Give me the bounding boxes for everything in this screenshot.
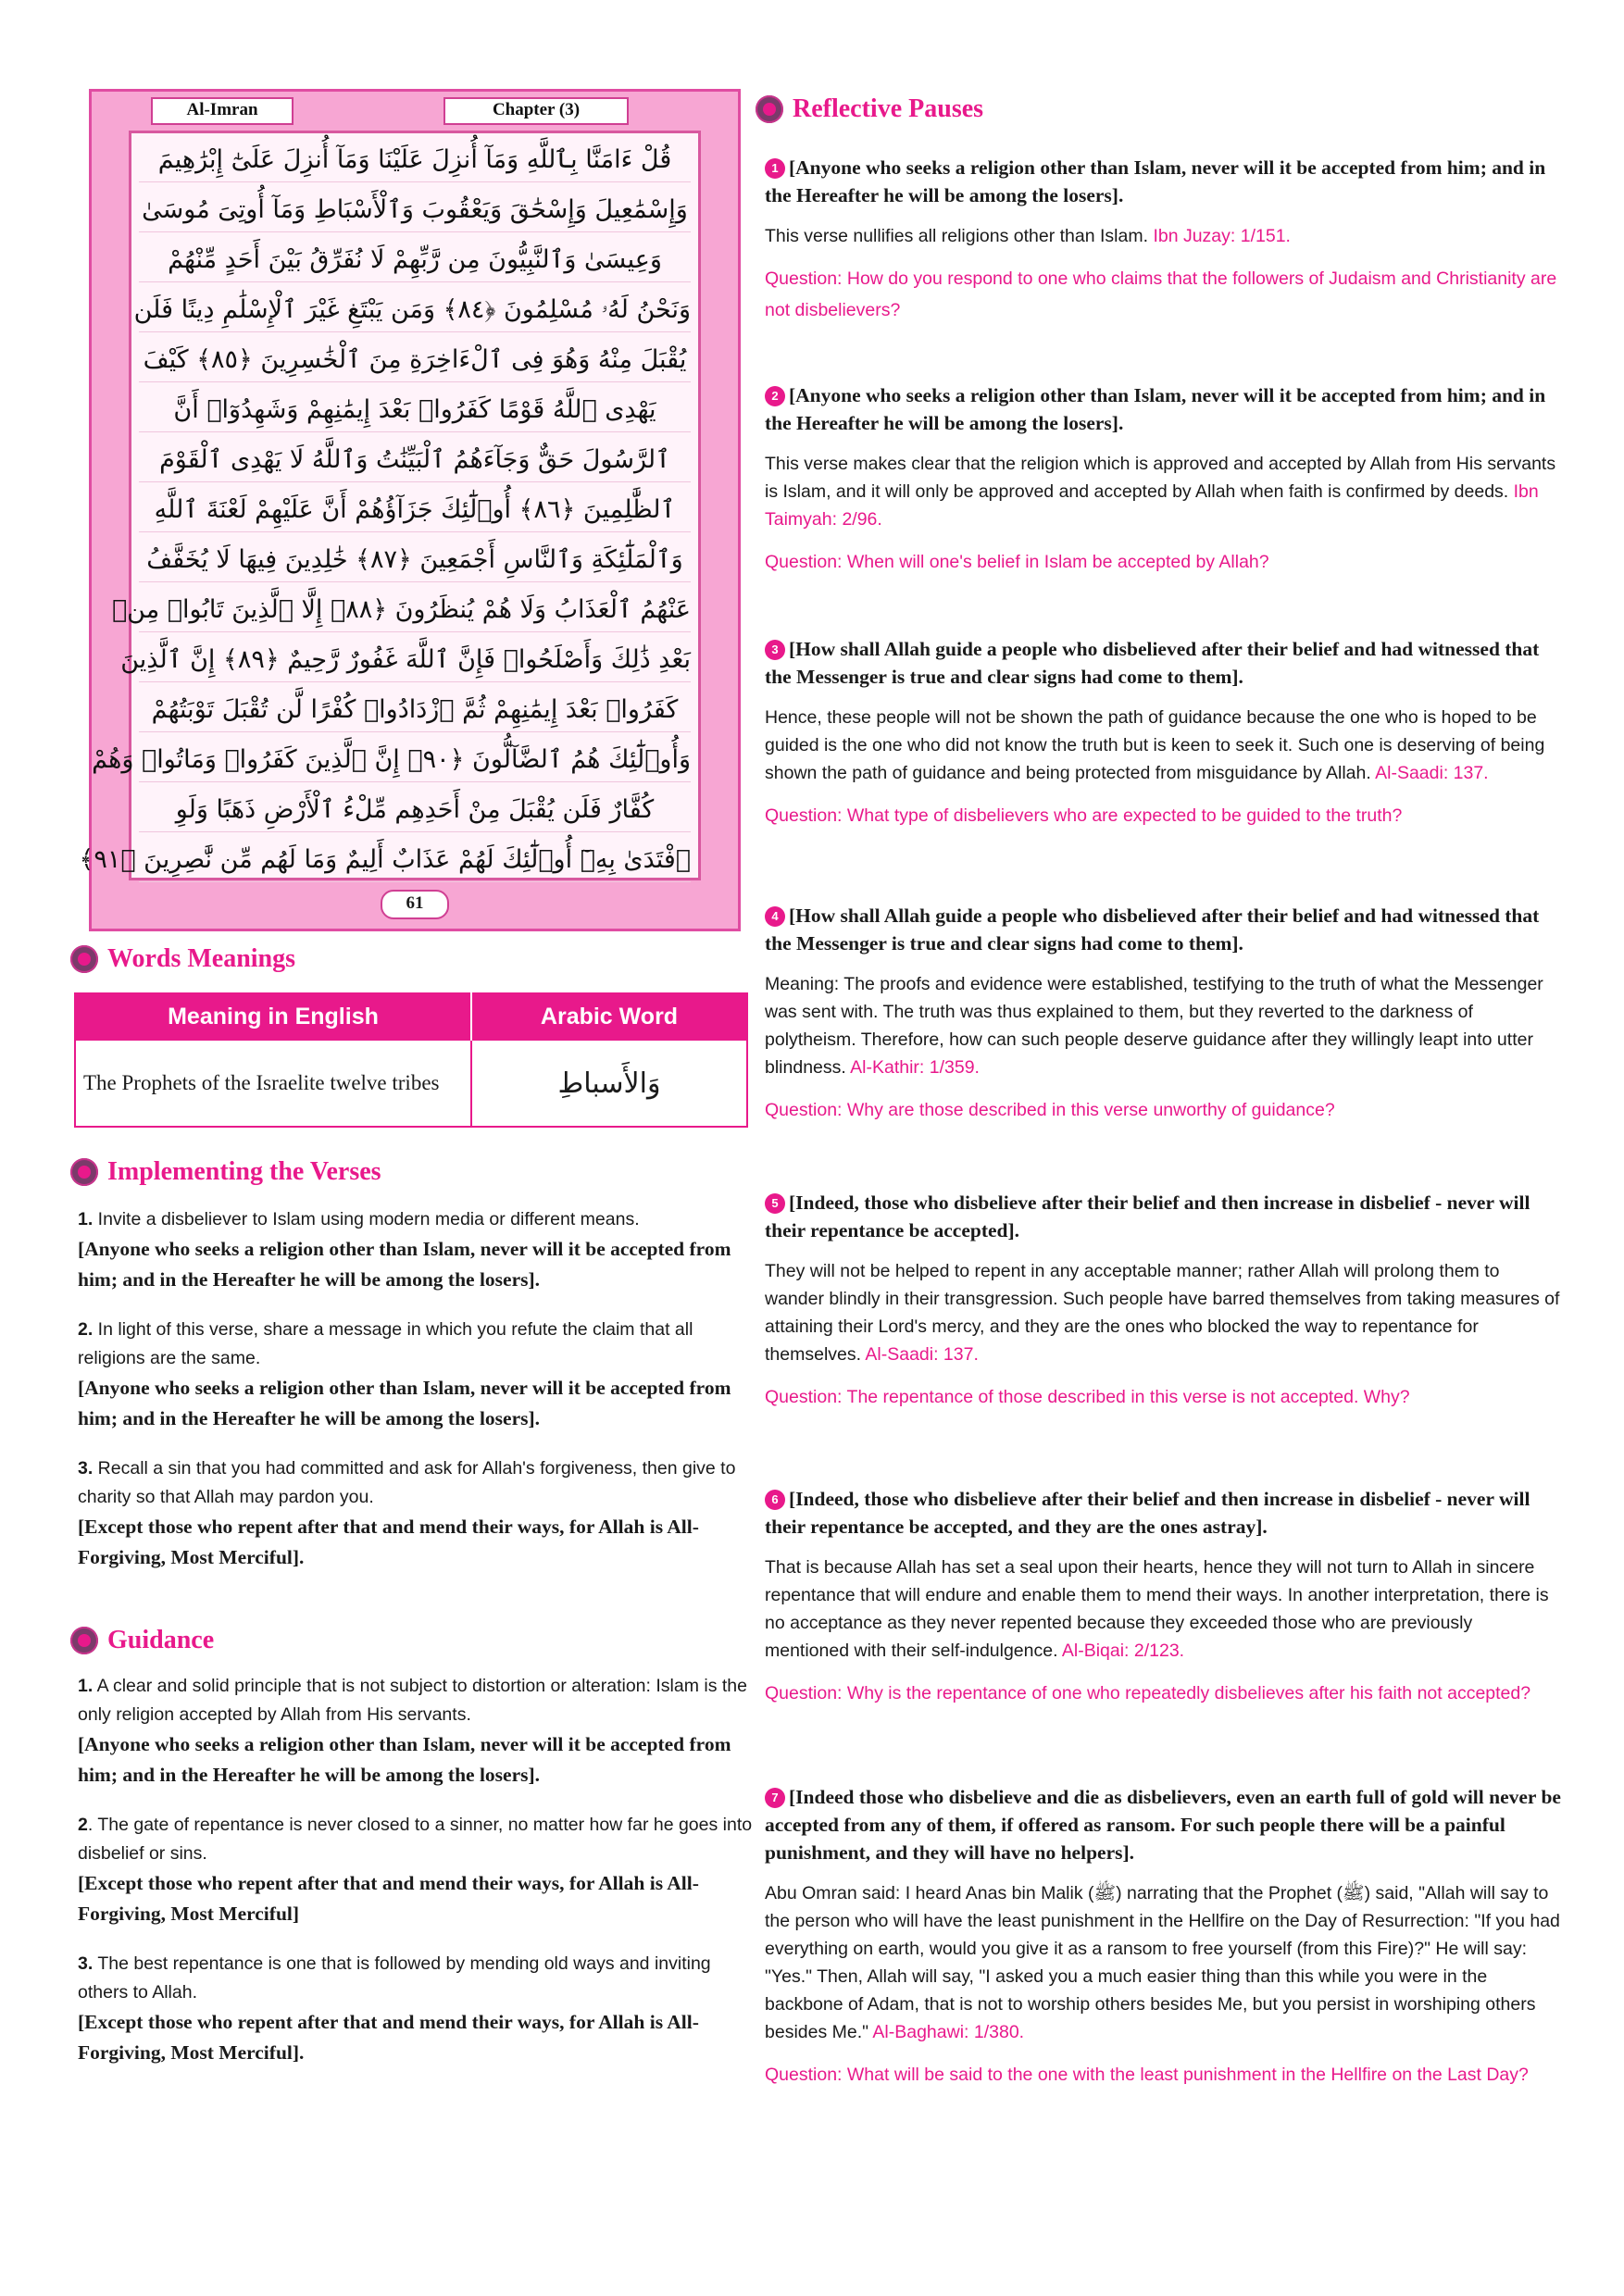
flower-icon [70, 945, 98, 973]
list-item [78, 1950, 754, 2068]
reflection-item [765, 381, 1561, 578]
question: Question: Why is the repentance of one who repeatedly disbelieves after his faith not accepted? [765, 1683, 1531, 1703]
section-title: Guidance [107, 1626, 215, 1654]
quran-page-header [92, 92, 738, 127]
question: Question: What will be said to the one with the least punishment in the Hellfire on the Last Day? [765, 2065, 1529, 2085]
quran-line: كَفَرُوا۟ بَعْدَ إِيمَٰنِهِمْ ثُمَّ ٱزْدَادُوا۟ كُفْرًا لَّن تُقْبَلَ تَوْبَتُهُمْ [139, 689, 691, 732]
sura-label: Al-Imran [151, 97, 294, 125]
item-text: . The gate of repentance is never closed to a sinner, no matter how far he goes into disbelief or sins. [78, 1815, 753, 1864]
source-citation: Al-Baghawi: 1/380. [872, 2022, 1025, 2042]
reflection-item [765, 1783, 1561, 2090]
quran-text-area [79, 131, 701, 880]
source-citation: Al-Saadi: 137. [1375, 763, 1489, 783]
table-row [75, 1040, 747, 1127]
item-text: Recall a sin that you had committed and ask for Allah's forgiveness, then give to charity so that Allah may pardon you. [78, 1458, 736, 1507]
item-number: 2. [78, 1319, 94, 1340]
question: Question: How do you respond to one who claims that the followers of Judaism and Christianity are not disbelievers? [765, 268, 1557, 320]
reflective-pauses-header [756, 94, 983, 124]
verse-quote: [Except those who repent after that and mend their ways, for Allah is All-Forgiving, Most Merciful] [78, 1872, 699, 1925]
commentary: They will not be helped to repent in any acceptable manner; rather Allah will prolong them to wander blindly in their transgression. Such people have barred themselves from taking measures of attaining their Lord's mercy, and they are the ones who blocked the way to repentance for themselves. [765, 1261, 1560, 1365]
source-citation: Al-Biqai: 2/123. [1061, 1641, 1185, 1661]
table-header-row [75, 993, 747, 1040]
quran-line: وَٱلْمَلَٰٓئِكَةِ وَٱلنَّاسِ أَجْمَعِينَ ﴿٨٧﴾ خَٰلِدِينَ فِيهَا لَا يُخَفَّفُ [139, 539, 691, 582]
reflection-item [765, 154, 1561, 326]
list-item [78, 1672, 754, 1791]
question: Question: The repentance of those described in this verse is not accepted. Why? [765, 1387, 1410, 1407]
list-item [78, 1205, 754, 1295]
words-meanings-header [70, 944, 295, 974]
commentary: This verse makes clear that the religion which is approved and accepted by Allah from His servants is Islam, and it will only be approved and accepted by Allah when faith is confirmed by deeds. [765, 454, 1556, 502]
chapter-label: Chapter (3) [443, 97, 629, 125]
item-number: 2 [78, 1815, 88, 1835]
quran-line: وَنَحْنُ لَهُۥ مُسْلِمُونَ ﴿٨٤﴾ وَمَن يَبْتَغِ غَيْرَ ٱلْإِسْلَٰمِ دِينًا فَلَن [139, 289, 691, 332]
quran-line: يُقْبَلَ مِنْهُ وَهُوَ فِى ٱلْءَاخِرَةِ مِنَ ٱلْخَٰسِرِينَ ﴿٨٥﴾ كَيْفَ [139, 339, 691, 382]
section-title: Implementing the Verses [107, 1157, 381, 1186]
list-item [78, 1811, 754, 1929]
verse-heading: [Indeed those who disbelieve and die as disbelievers, even an earth full of gold will never be accepted from any of them, if offered as ransom. For such people there will be a painful punishment, and they will have no helpers]. [765, 1786, 1561, 1864]
item-number: 1. [78, 1209, 94, 1229]
item-text: In light of this verse, share a message in which you refute the claim that all religions are the same. [78, 1319, 693, 1368]
section-title: Words Meanings [107, 944, 296, 973]
guidance-list [78, 1672, 754, 2089]
words-table [74, 992, 748, 1128]
item-number-badge: 2 [765, 386, 785, 406]
commentary: That is because Allah has set a seal upon their hearts, hence they will not turn to Allah in sincere repentance that will endure and enable them to mend their ways. In another interpretation, there is no acceptance as they never repented because they exceeded those who are previously mentioned with their self-indulgence. [765, 1557, 1549, 1661]
commentary: Meaning: The proofs and evidence were established, testifying to the truth of what the Messenger was sent with. The truth was thus explained to them, but they reverted to the darkness of polytheism. Therefore, how can such people deserve guidance after they willingly leapt into utter blindness. [765, 974, 1543, 1078]
verse-heading: [Anyone who seeks a religion other than Islam, never will it be accepted from him; and in the Hereafter he will be among the losers]. [765, 384, 1546, 434]
quran-line: ٱلظَّٰلِمِينَ ﴿٨٦﴾ أُو۟لَٰٓئِكَ جَزَآؤُهُمْ أَنَّ عَلَيْهِمْ لَعْنَةَ ٱللَّهِ [139, 489, 691, 532]
source-citation: Ibn Juzay: 1/151. [1153, 226, 1291, 246]
item-number-badge: 3 [765, 640, 785, 660]
commentary: Abu Omran said: I heard Anas bin Malik (ﷺ) narrating that the Prophet (ﷺ) said, "Allah will say to the person who will have the least punishment in the Hellfire on the Day of Resurrection: "If you had everything on earth, would you give it as a ransom to free yourself (from this Fire)?" He will say: "Yes." Then, Allah will say, "I asked you a much easier thing than this while you were in the backbone of Adam, that is not to worship others besides Me, but you persist in worshiping others besides Me." [765, 1883, 1560, 2042]
quran-line: ٱفْتَدَىٰ بِهِۦٓ أُو۟لَٰٓئِكَ لَهُمْ عَذَابٌ أَلِيمٌ وَمَا لَهُم مِّن نَّٰصِرِينَ ﴿٩١﴾ [139, 839, 691, 882]
implementing-header [70, 1157, 381, 1187]
verse-quote: [Except those who repent after that and mend their ways, for Allah is All-Forgiving, Most Merciful]. [78, 1516, 699, 1568]
verse-quote: [Except those who repent after that and mend their ways, for Allah is All-Forgiving, Most Merciful]. [78, 2011, 699, 2064]
item-text: Invite a disbeliever to Islam using modern media or different means. [93, 1209, 640, 1229]
verse-quote: [Anyone who seeks a religion other than Islam, never will it be accepted from him; and in the Hereafter he will be among the losers]. [78, 1377, 731, 1429]
quran-line: وَأُو۟لَٰٓئِكَ هُمُ ٱلضَّآلُّونَ ﴿٩٠﴾ إِنَّ ٱلَّذِينَ كَفَرُوا۟ وَمَاتُوا۟ وَهُمْ [139, 739, 691, 782]
item-number-badge: 5 [765, 1193, 785, 1214]
item-number-badge: 4 [765, 906, 785, 927]
verse-heading: [Anyone who seeks a religion other than Islam, never will it be accepted from him; and in the Hereafter he will be among the losers]. [765, 156, 1546, 206]
quran-line: عَنْهُمُ ٱلْعَذَابُ وَلَا هُمْ يُنظَرُونَ ﴿٨٨﴾ إِلَّا ٱلَّذِينَ تَابُوا۟ مِنۢ [139, 589, 691, 632]
commentary: This verse nullifies all religions other than Islam. [765, 226, 1154, 246]
quran-line: بَعْدِ ذَٰلِكَ وَأَصْلَحُوا۟ فَإِنَّ ٱللَّهَ غَفُورٌ رَّحِيمٌ ﴿٨٩﴾ إِنَّ ٱلَّذِينَ [139, 639, 691, 682]
verse-quote: [Anyone who seeks a religion other than Islam, never will it be accepted from him; and in the Hereafter he will be among the losers]. [78, 1733, 731, 1786]
flower-icon [70, 1627, 98, 1654]
verse-heading: [Indeed, those who disbelieve after their belief and then increase in disbelief - never will their repentance be accepted, and they are the ones astray]. [765, 1488, 1530, 1538]
column-header-arabic: Arabic Word [471, 993, 747, 1040]
quran-page-image [79, 89, 741, 931]
item-text: The best repentance is one that is followed by mending old ways and inviting others to Allah. [78, 1953, 711, 2003]
commentary: Hence, these people will not be shown the path of guidance because the one who is hoped to be guided is the one who did not know the truth but is keen to seek it. Such one is deserving of being shown the path of guidance and being protected from misguidance by Allah. [765, 707, 1545, 783]
item-number: 1. [78, 1676, 94, 1696]
list-item [78, 1316, 754, 1434]
quran-line: وَإِسْمَٰعِيلَ وَإِسْحَٰقَ وَيَعْقُوبَ وَٱلْأَسْبَاطِ وَمَآ أُوتِىَ مُوسَىٰ [139, 189, 691, 232]
source-citation: Al-Kathir: 1/359. [850, 1057, 980, 1078]
verse-heading: [Indeed, those who disbelieve after their belief and then increase in disbelief - never will their repentance be accepted]. [765, 1192, 1530, 1242]
quran-line: يَهْدِى ٱللَّهُ قَوْمًا كَفَرُوا۟ بَعْدَ إِيمَٰنِهِمْ وَشَهِدُوٓا۟ أَنَّ [139, 389, 691, 432]
implementing-list [78, 1205, 754, 1593]
reflection-item [765, 902, 1561, 1126]
verse-heading: [How shall Allah guide a people who disbelieved after their belief and had witnessed that the Messenger is true and clear signs had come to them]. [765, 905, 1540, 955]
page-number: 61 [381, 890, 449, 919]
item-text: A clear and solid principle that is not subject to distortion or alteration: Islam is the only religion accepted by Allah from His servants. [78, 1676, 747, 1725]
section-title: Reflective Pauses [793, 94, 984, 123]
reflection-item [765, 1189, 1561, 1413]
quran-line: كُفَّارٌ فَلَن يُقْبَلَ مِنْ أَحَدِهِم مِّلْءُ ٱلْأَرْضِ ذَهَبًا وَلَوِ [139, 789, 691, 832]
column-header-english: Meaning in English [75, 993, 471, 1040]
item-number-badge: 1 [765, 158, 785, 179]
verse-quote: [Anyone who seeks a religion other than Islam, never will it be accepted from him; and in the Hereafter he will be among the losers]. [78, 1238, 731, 1291]
quran-line: وَعِيسَىٰ وَٱلنَّبِيُّونَ مِن رَّبِّهِمْ لَا نُفَرِّقُ بَيْنَ أَحَدٍ مِّنْهُمْ [139, 239, 691, 282]
arabic-word: وَالأَسباطِ [471, 1040, 747, 1127]
verse-heading: [How shall Allah guide a people who disbelieved after their belief and had witnessed that the Messenger is true and clear signs had come to them]. [765, 638, 1540, 688]
question: Question: Why are those described in this verse unworthy of guidance? [765, 1100, 1335, 1120]
item-number-badge: 6 [765, 1490, 785, 1510]
quran-line: ٱلرَّسُولَ حَقٌّ وَجَآءَهُمُ ٱلْبَيِّنَٰتُ وَٱللَّهُ لَا يَهْدِى ٱلْقَوْمَ [139, 439, 691, 482]
question: Question: What type of disbelievers who are expected to be guided to the truth? [765, 805, 1403, 826]
quran-line: قُلْ ءَامَنَّا بِٱللَّهِ وَمَآ أُنزِلَ عَلَيْنَا وَمَآ أُنزِلَ عَلَىٰٓ إِبْرَٰهِيمَ [139, 139, 691, 182]
meaning-english: The Prophets of the Israelite twelve tribes [75, 1040, 471, 1127]
item-number: 3. [78, 1458, 94, 1479]
guidance-header [70, 1626, 214, 1655]
reflection-item [765, 635, 1561, 831]
list-item [78, 1454, 754, 1573]
source-citation: Ibn Taimyah: 2/96. [765, 481, 1539, 530]
item-number: 3. [78, 1953, 94, 1974]
flower-icon [756, 95, 783, 123]
question: Question: When will one's belief in Islam be accepted by Allah? [765, 552, 1269, 572]
flower-icon [70, 1158, 98, 1186]
source-citation: Al-Saadi: 137. [865, 1344, 979, 1365]
item-number-badge: 7 [765, 1788, 785, 1808]
reflection-item [765, 1485, 1561, 1709]
